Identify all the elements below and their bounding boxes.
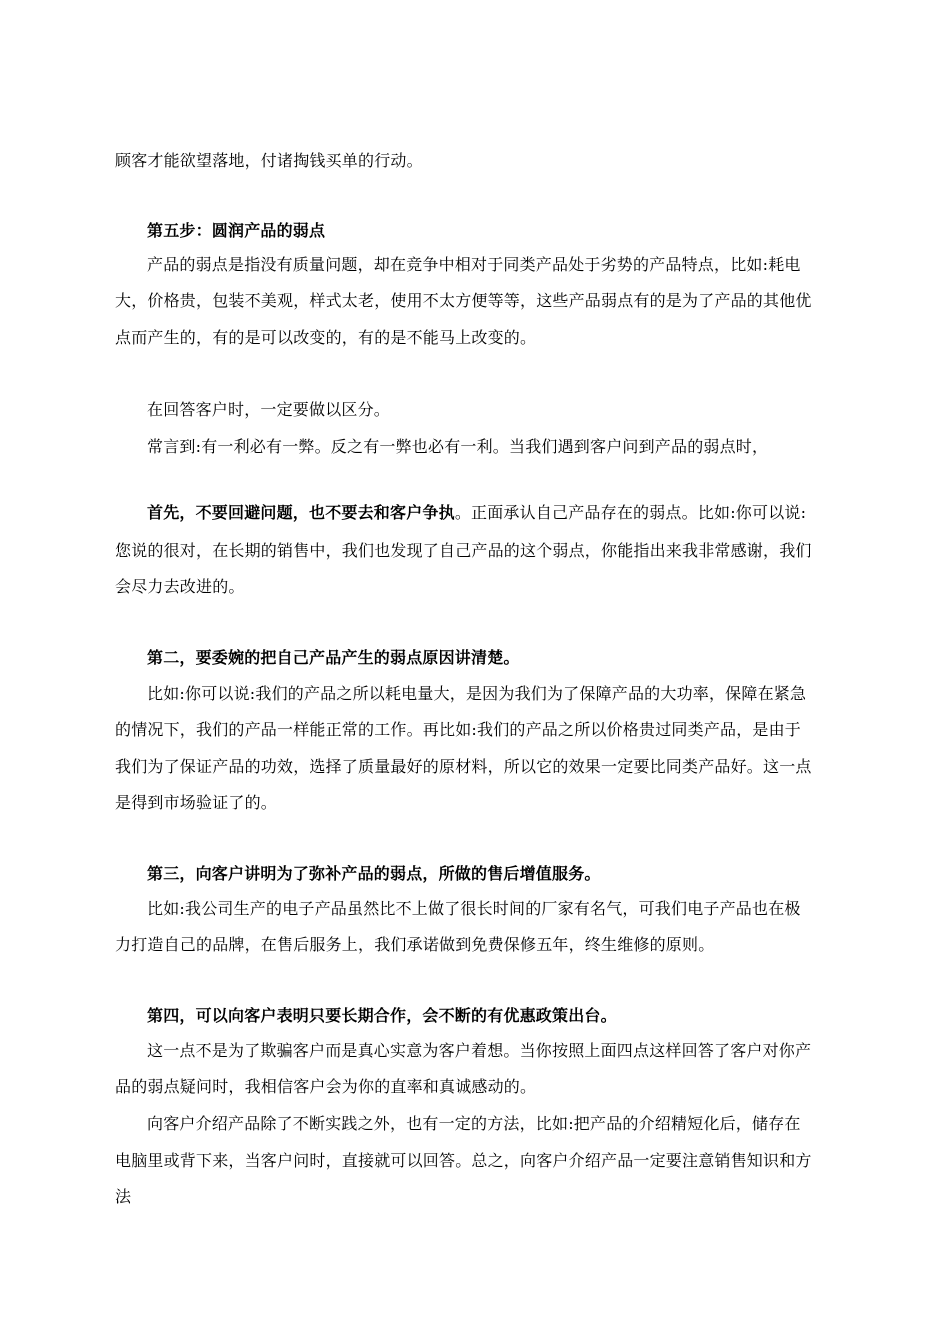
first-point-text: 。正面承认自己产品存在的弱点。比如:你可以说: (454, 503, 807, 522)
paragraph-first-point (147, 502, 845, 524)
paragraph-line: 法 (115, 1187, 132, 1206)
section-heading-step5: 第五步：圆润产品的弱点 (147, 221, 326, 240)
paragraph-line: 点而产生的，有的是可以改变的，有的是不能马上改变的。 (115, 328, 537, 347)
paragraph-line: 力打造自己的品牌，在售后服务上，我们承诺做到免费保修五年，终生维修的原则。 (115, 935, 715, 954)
paragraph-line: 的情况下，我们的产品一样能正常的工作。再比如:我们的产品之所以价格贵过同类产品，是由于 (115, 720, 801, 739)
paragraph-line: 在回答客户时，一定要做以区分。 (147, 400, 391, 419)
paragraph-line: 是得到市场验证了的。 (115, 793, 278, 812)
paragraph-line: 品的弱点疑问时，我相信客户会为你的直率和真诚感动的。 (115, 1077, 537, 1096)
first-point-heading: 首先，不要回避问题，也不要去和客户争执 (147, 503, 455, 522)
paragraph-line: 您说的很对，在长期的销售中，我们也发现了自己产品的这个弱点，你能指出来我非常感谢，我们 (115, 541, 812, 560)
paragraph-line: 比如:你可以说:我们的产品之所以耗电量大，是因为我们为了保障产品的大功率，保障在紧急 (147, 684, 807, 703)
paragraph-line: 顾客才能欲望落地，付诸掏钱买单的行动。 (115, 151, 423, 170)
paragraph-line: 大，价格贵，包装不美观，样式太老，使用不太方便等等，这些产品弱点有的是为了产品的其他优 (115, 291, 812, 310)
section-heading-second: 第二，要委婉的把自己产品产生的弱点原因讲清楚。 (147, 648, 520, 667)
paragraph-line: 产品的弱点是指没有质量问题，却在竞争中相对于同类产品处于劣势的产品特点，比如:耗电 (147, 255, 801, 274)
section-heading-third: 第三，向客户讲明为了弥补产品的弱点，所做的售后增值服务。 (147, 864, 601, 883)
paragraph-line: 电脑里或背下来，当客户问时，直接就可以回答。总之，向客户介绍产品一定要注意销售知识和方 (115, 1151, 812, 1170)
paragraph-line: 常言到:有一利必有一弊。反之有一弊也必有一利。当我们遇到客户问到产品的弱点时， (147, 437, 769, 456)
paragraph-line: 会尽力去改进的。 (115, 577, 245, 596)
section-heading-fourth: 第四，可以向客户表明只要长期合作，会不断的有优惠政策出台。 (147, 1006, 617, 1025)
paragraph-line: 我们为了保证产品的功效，选择了质量最好的原材料，所以它的效果一定要比同类产品好。这一点 (115, 757, 812, 776)
paragraph-line: 向客户介绍产品除了不断实践之外，也有一定的方法，比如:把产品的介绍精短化后，储存在 (147, 1114, 801, 1133)
paragraph-line: 比如:我公司生产的电子产品虽然比不上做了很长时间的厂家有名气，可我们电子产品也在极 (147, 899, 801, 918)
paragraph-line: 这一点不是为了欺骗客户而是真心实意为客户着想。当你按照上面四点这样回答了客户对你产 (147, 1041, 812, 1060)
